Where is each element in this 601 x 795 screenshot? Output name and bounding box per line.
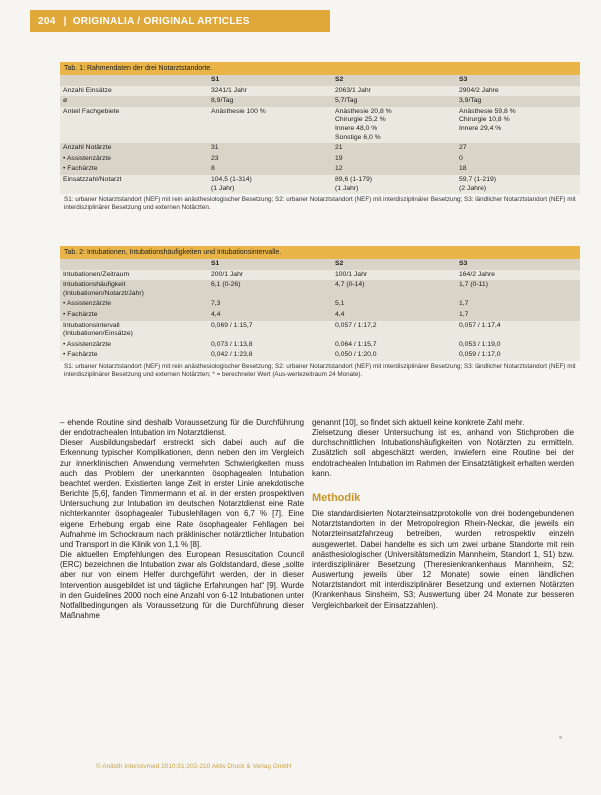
table-cell: 59,7 (1-219) (2 Jahre)	[456, 175, 580, 194]
table-cell: • Fachärzte	[60, 310, 208, 321]
table-cell: 5,1	[332, 299, 456, 310]
table-cell: Anzahl Notärzte	[60, 143, 208, 154]
paragraph: Zielsetzung dieser Untersuchung ist es, anhand von Stichproben die durchschnittlichen Intubationshäufigkeiten von Notärzten zu ermitteln. Zusätzlich soll abgeschätzt werden, inwiefern eine Routine bei der endotrachealen Intubation im Rahmen der Einsatztätigkeit erhalten werden kann.	[312, 428, 574, 478]
decorative-dot	[559, 736, 562, 739]
table-row	[60, 299, 580, 310]
body-column-right	[312, 418, 574, 611]
table-cell: 2904/2 Jahre	[456, 86, 580, 97]
table-row	[60, 310, 580, 321]
table-1-grid	[60, 75, 580, 194]
table-cell: 200/1 Jahr	[208, 270, 332, 281]
table-cell: 0,073 / 1:13,8	[208, 340, 332, 351]
table-row	[60, 321, 580, 340]
table-row	[60, 340, 580, 351]
table-2-header-row	[60, 259, 580, 270]
table-row	[60, 96, 580, 107]
table-cell: 89,6 (1-179) (1 Jahr)	[332, 175, 456, 194]
table-2-grid	[60, 259, 580, 361]
paragraph: Die standardisierten Notarzteinsatzprotokolle von drei bodengebundenen Notarztstandorten in der Metropolregion Rhein-Neckar, die jeweils ein Notarzteinsatzfahrzeug betreiben, wurden retrospektiv einzeln ausgewertet. Dabei handelte es sich um zwei urbane Standorte mit rein anästhesiologischer (Universitätsmedizin Mannheim, Standort 1, S1) bzw. interdisziplinärer Besetzung (Theresienkrankenhaus Mannheim, S2; Auswertung jeweils über 12 Monate) sowie einen ländlichen Notarztstandort mit interdisziplinärer Besetzung und externen Notärzten (Krankenhaus Sinsheim, S3; Auswertung über 24 Monate zur besseren Vergleichbarkeit der Einsatzzahlen).	[312, 509, 574, 610]
table-cell: 1,7	[456, 299, 580, 310]
table-header-cell: S3	[456, 75, 580, 86]
table-cell: Intubationsintervall (Intubationen/Einsätze)	[60, 321, 208, 340]
table-cell: 6,1 (0-26)	[208, 280, 332, 299]
section-title: ORIGINALIA / ORIGINAL ARTICLES	[72, 15, 250, 27]
table-header-cell: S2	[332, 259, 456, 270]
paragraph: Dieser Ausbildungsbedarf erstreckt sich dabei auch auf die Erkennung typischer Komplikationen, denn neben den im Vergleich zur innerklinischen Anwendung vermehrten Schwierigkeiten muss auch das Problem der unerkannten ösophagealen Intubation beachtet werden. Existierten lange Zeit in erster Linie anekdotische Berichte [5,6], fanden Timmermann et al. in der ersten prospektiven Untersuchung zur Intubation im deutschen Notarztdienst eine Rate nichterkannter ösophagealer Tubuslehllagen von 6,7 % [7]. Eine eigene Erhebung ergab eine Rate ösophagealer Fehllagen bei Aufnahme im Schockraum nach präklinischer notärztlicher Intubation und Transport in die Klinik von 1,1 % [8].	[60, 438, 304, 549]
table-2-caption: Tab. 2: Intubationen, Intubationshäufigkeiten und Intubationsintervalle.	[60, 246, 580, 259]
table-cell: 21	[332, 143, 456, 154]
table-cell: 3241/1 Jahr	[208, 86, 332, 97]
header-separator: |	[63, 15, 67, 27]
table-cell: 4,7 (0-14)	[332, 280, 456, 299]
table-row	[60, 280, 580, 299]
table-1	[60, 62, 580, 213]
paragraph: Die aktuellen Empfehlungen des European Resuscitation Council (ERC) bezeichnen die Intubation zwar als Goldstandard, diese „sollte aber nur von einem Helfer durchgeführt werden, der in dieser Intervention ausgebildet ist und tägliche Erfahrungen hat“ [9]. Wurde in den Guidelines 2000 noch eine Anzahl von 6-12 Intubationen unter Notfallbedingungen als Voraussetzung für die Durchführung dieser Maßnahme	[60, 550, 304, 620]
table-cell: • Fachärzte	[60, 164, 208, 175]
table-cell: 19	[332, 154, 456, 165]
table-cell: 1,7 (0-11)	[456, 280, 580, 299]
page-number: 204	[38, 15, 56, 27]
table-cell: Anästhesie 59,8 % Chirurgie 10,8 % Innere 29,4 %	[456, 107, 580, 143]
running-header	[30, 10, 330, 32]
table-cell: Intubationen/Zeitraum	[60, 270, 208, 281]
table-1-caption: Tab. 1: Rahmendaten der drei Notarztstandorte.	[60, 62, 580, 75]
table-cell: 0,053 / 1:19,0	[456, 340, 580, 351]
table-header-cell: S1	[208, 259, 332, 270]
table-2-footnote: S1: urbaner Notarztstandort (NEF) mit rein anästhesiologischer Besetzung; S2: urbaner Notarztstandort (NEF) mit interdisziplinärer Besetzung; S3: ländlicher Notarztstandort (NEF) mit interdisziplinärer Besetzung und externen Notärzten; * = berechneter Wert (Aus-wertezeitraum 24 Monate).	[64, 362, 576, 378]
table-cell: Anästhesie 20,8 % Chirurgie 25,2 % Innere 48,0 % Sonstige 6,0 %	[332, 107, 456, 143]
table-row	[60, 86, 580, 97]
table-row	[60, 175, 580, 194]
table-header-cell	[60, 259, 208, 270]
table-cell: Anästhesie 100 %	[208, 107, 332, 143]
section-heading-methodik: Methodik	[312, 491, 361, 504]
table-cell: Anzahl Einsätze	[60, 86, 208, 97]
table-cell: 0,057 / 1:17,2	[332, 321, 456, 340]
paragraph: genannt [10], so findet sich aktuell keine konkrete Zahl mehr.	[312, 418, 525, 427]
table-cell: • Assistenzärzte	[60, 299, 208, 310]
table-cell: 164/2 Jahre	[456, 270, 580, 281]
table-cell: ø	[60, 96, 208, 107]
table-cell: 1,7	[456, 310, 580, 321]
table-cell: 2063/1 Jahr	[332, 86, 456, 97]
table-cell: Intubationshäufigkeit (Intubationen/Notarzt/Jahr)	[60, 280, 208, 299]
table-1-footnote: S1: urbaner Notarztstandort (NEF) mit rein anästhesiologischer Besetzung; S2: urbaner Notarztstandort (NEF) mit interdisziplinärer Besetzung; S3: ländlicher Notarztstandort (NEF) mit interdisziplinärer Besetzung und externen Notärzten.	[64, 196, 576, 211]
table-cell: • Assistenzärzte	[60, 154, 208, 165]
table-row	[60, 143, 580, 154]
table-cell: 23	[208, 154, 332, 165]
table-row	[60, 154, 580, 165]
table-cell: 18	[456, 164, 580, 175]
body-column-left	[60, 418, 304, 621]
table-cell: 0,069 / 1:15,7	[208, 321, 332, 340]
table-cell: 100/1 Jahr	[332, 270, 456, 281]
table-cell: 0,050 / 1:20,0	[332, 350, 456, 361]
table-cell: 0,042 / 1:23,8	[208, 350, 332, 361]
table-cell: Einsatzzahl/Notarzt	[60, 175, 208, 194]
table-row	[60, 270, 580, 281]
table-row	[60, 164, 580, 175]
table-cell: 31	[208, 143, 332, 154]
table-row	[60, 350, 580, 361]
table-2	[60, 246, 580, 380]
table-cell: 5,7/Tag	[332, 96, 456, 107]
table-cell: 27	[456, 143, 580, 154]
table-header-cell: S1	[208, 75, 332, 86]
paragraph: – ehende Routine sind deshalb Voraussetzung für die Durchführung der endotrachealen Intubation im Notarztdienst.	[60, 418, 304, 438]
table-cell: 0	[456, 154, 580, 165]
table-row	[60, 107, 580, 143]
table-cell: 8,9/Tag	[208, 96, 332, 107]
table-cell: 12	[332, 164, 456, 175]
table-cell: 8	[208, 164, 332, 175]
table-cell: 4,4	[332, 310, 456, 321]
table-cell: 0,064 / 1:15,7	[332, 340, 456, 351]
table-header-cell	[60, 75, 208, 86]
page-footer: © Anästh Intensivmed 2010;51:202-210 Aktiv Druck & Verlag GmbH	[96, 763, 292, 770]
table-header-cell: S2	[332, 75, 456, 86]
table-cell: 0,057 / 1:17,4	[456, 321, 580, 340]
table-cell: 3,9/Tag	[456, 96, 580, 107]
table-1-header-row	[60, 75, 580, 86]
table-cell: 104,5 (1-314) (1 Jahr)	[208, 175, 332, 194]
table-header-cell: S3	[456, 259, 580, 270]
table-cell: 0,059 / 1:17,0	[456, 350, 580, 361]
table-cell: Anteil Fachgebiete	[60, 107, 208, 143]
table-cell: 4,4	[208, 310, 332, 321]
table-cell: • Assistenzärzte	[60, 340, 208, 351]
table-cell: 7,3	[208, 299, 332, 310]
table-cell: • Fachärzte	[60, 350, 208, 361]
